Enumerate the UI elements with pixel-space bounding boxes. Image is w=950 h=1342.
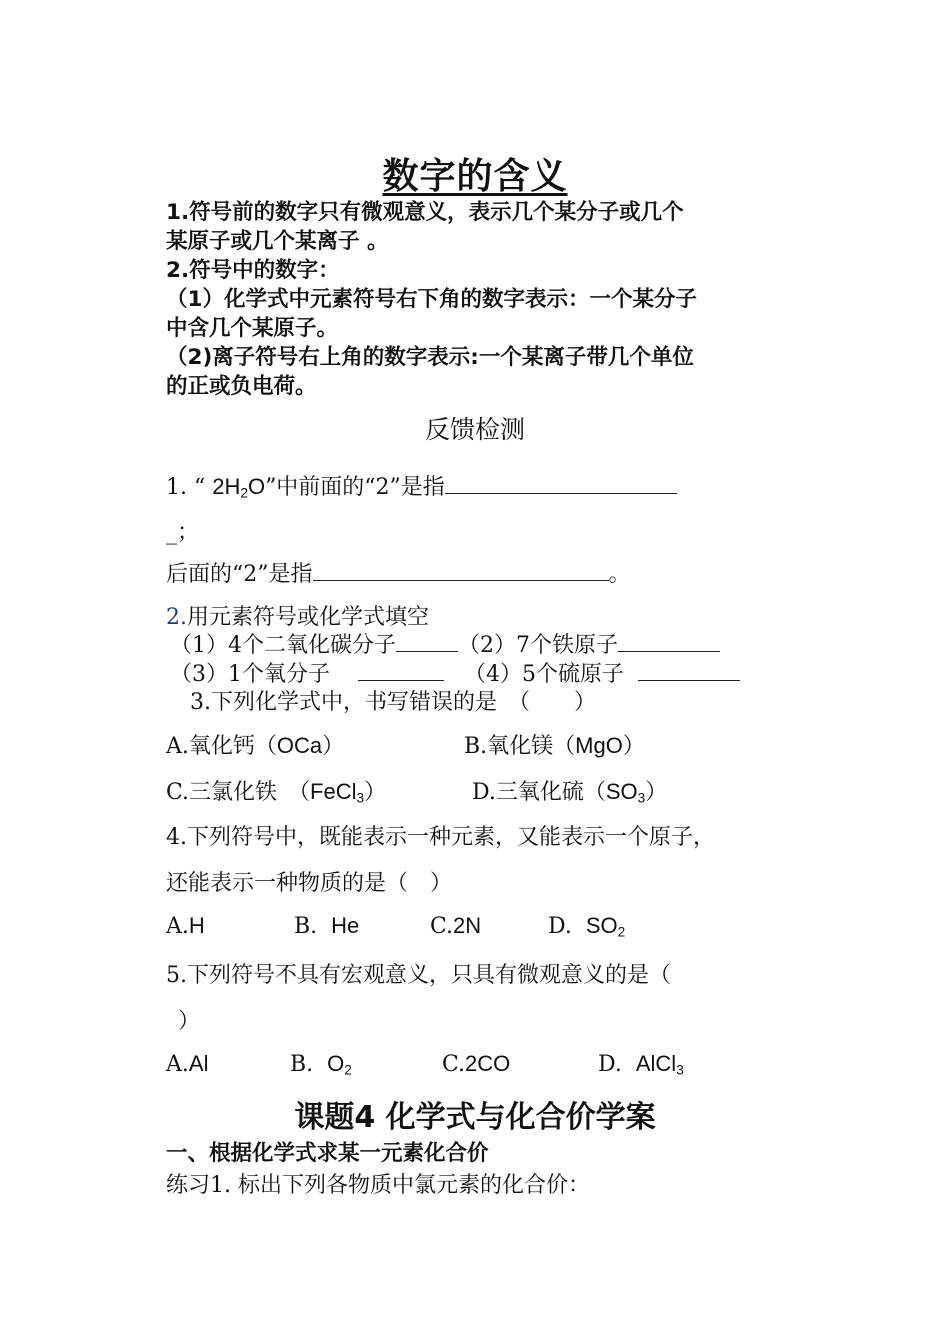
q2-blank-2[interactable] [618,631,720,652]
q5-option-b[interactable]: B. $O_2$ [290,1051,352,1078]
q1-middle-text: ”中前面的“2”是指 [265,475,445,500]
page-title: 数字的含义 [382,156,568,197]
question-1-line-1 [166,470,786,501]
q3-option-c[interactable]: C.三氯化铁 （FeCl$_3$） [166,779,387,806]
meaning-point-3-line-1: （1）化学式中元素符号右下角的数字表示：一个某分子 [166,287,697,312]
q4-option-a[interactable]: A.H [166,913,205,939]
question-3-stem: 3.下列化学式中，书写错误的是 （ ） [190,690,596,715]
question-2-intro: 2.用元素符号或化学式填空 [166,605,430,630]
q1-second-text: 后面的“2”是指 [166,562,313,587]
q2-item-4: （4）5个硫原子 [464,662,624,687]
meaning-point-4-line-2: 的正或负电荷。 [166,374,317,399]
q3-option-a[interactable]: A.氧化钙（OCa） [166,733,345,759]
q2-item-3: （3）1个氧分子 [170,662,330,687]
q1-answer-blank-1[interactable] [445,473,677,494]
q3-option-b[interactable]: B.氧化镁（MgO） [464,733,645,759]
meaning-point-3-line-2: 中含几个某原子。 [166,316,339,341]
q2-item-2: （2）7个铁原子 [458,633,618,658]
q5-option-a[interactable]: A.Al [166,1051,209,1077]
question-4-stem-line-2: 还能表示一种物质的是（ ） [166,871,453,896]
q5-option-d[interactable]: D. AlCl$_3$ [598,1051,684,1078]
q4-option-b[interactable]: B. He [294,913,360,939]
lesson-heading: 课题4 化学式与化合价学案 [294,1100,656,1135]
q2-blank-1[interactable] [396,631,458,652]
q2-item-1: （1）4个二氧化碳分子 [170,633,396,658]
meaning-point-2: 2.符号中的数字： [166,258,340,283]
q1-continuation: _； [166,520,200,545]
meaning-point-1-line-1: 1.符号前的数字只有微观意义，表示几个某分子或几个 [166,200,684,225]
question-2-row-2 [170,657,790,688]
question-5-stem-line-2: ） [178,1009,201,1034]
question-4-stem-line-1: 4.下列符号中，既能表示一种元素，又能表示一个原子， [166,825,715,850]
q1-answer-blank-2[interactable] [313,560,609,581]
meaning-point-4-line-1: （2)离子符号右上角的数字表示:一个某离子带几个单位 [166,345,694,370]
question-5-stem-line-1: 5.下列符号不具有宏观意义，只具有微观意义的是（ [166,963,671,988]
meaning-point-1-line-2: 某原子或几个某离子 。 [166,229,389,254]
section-1-heading: 一、根据化学式求某一元素化合价 [166,1141,489,1166]
q2-blank-4[interactable] [638,660,740,681]
question-1-line-2: 后面的“2”是指 。 [166,562,631,587]
q2-blank-3[interactable] [358,660,444,681]
question-2-row-1 [170,628,790,659]
q1-prefix: 1. “ [166,475,213,500]
q1-formula: $2H_2O$ [212,474,266,501]
q5-option-c[interactable]: C.2CO [442,1051,511,1077]
q3-option-d[interactable]: D.三氧化硫$(SO_3)$ [472,779,668,806]
q4-option-d[interactable]: D. $SO_2$ [548,913,626,940]
exercise-1-prompt: 练习1. 标出下列各物质中氯元素的化合价： [166,1173,590,1198]
feedback-heading: 反馈检测 [424,415,525,444]
q4-option-c[interactable]: C.2N [430,913,482,939]
